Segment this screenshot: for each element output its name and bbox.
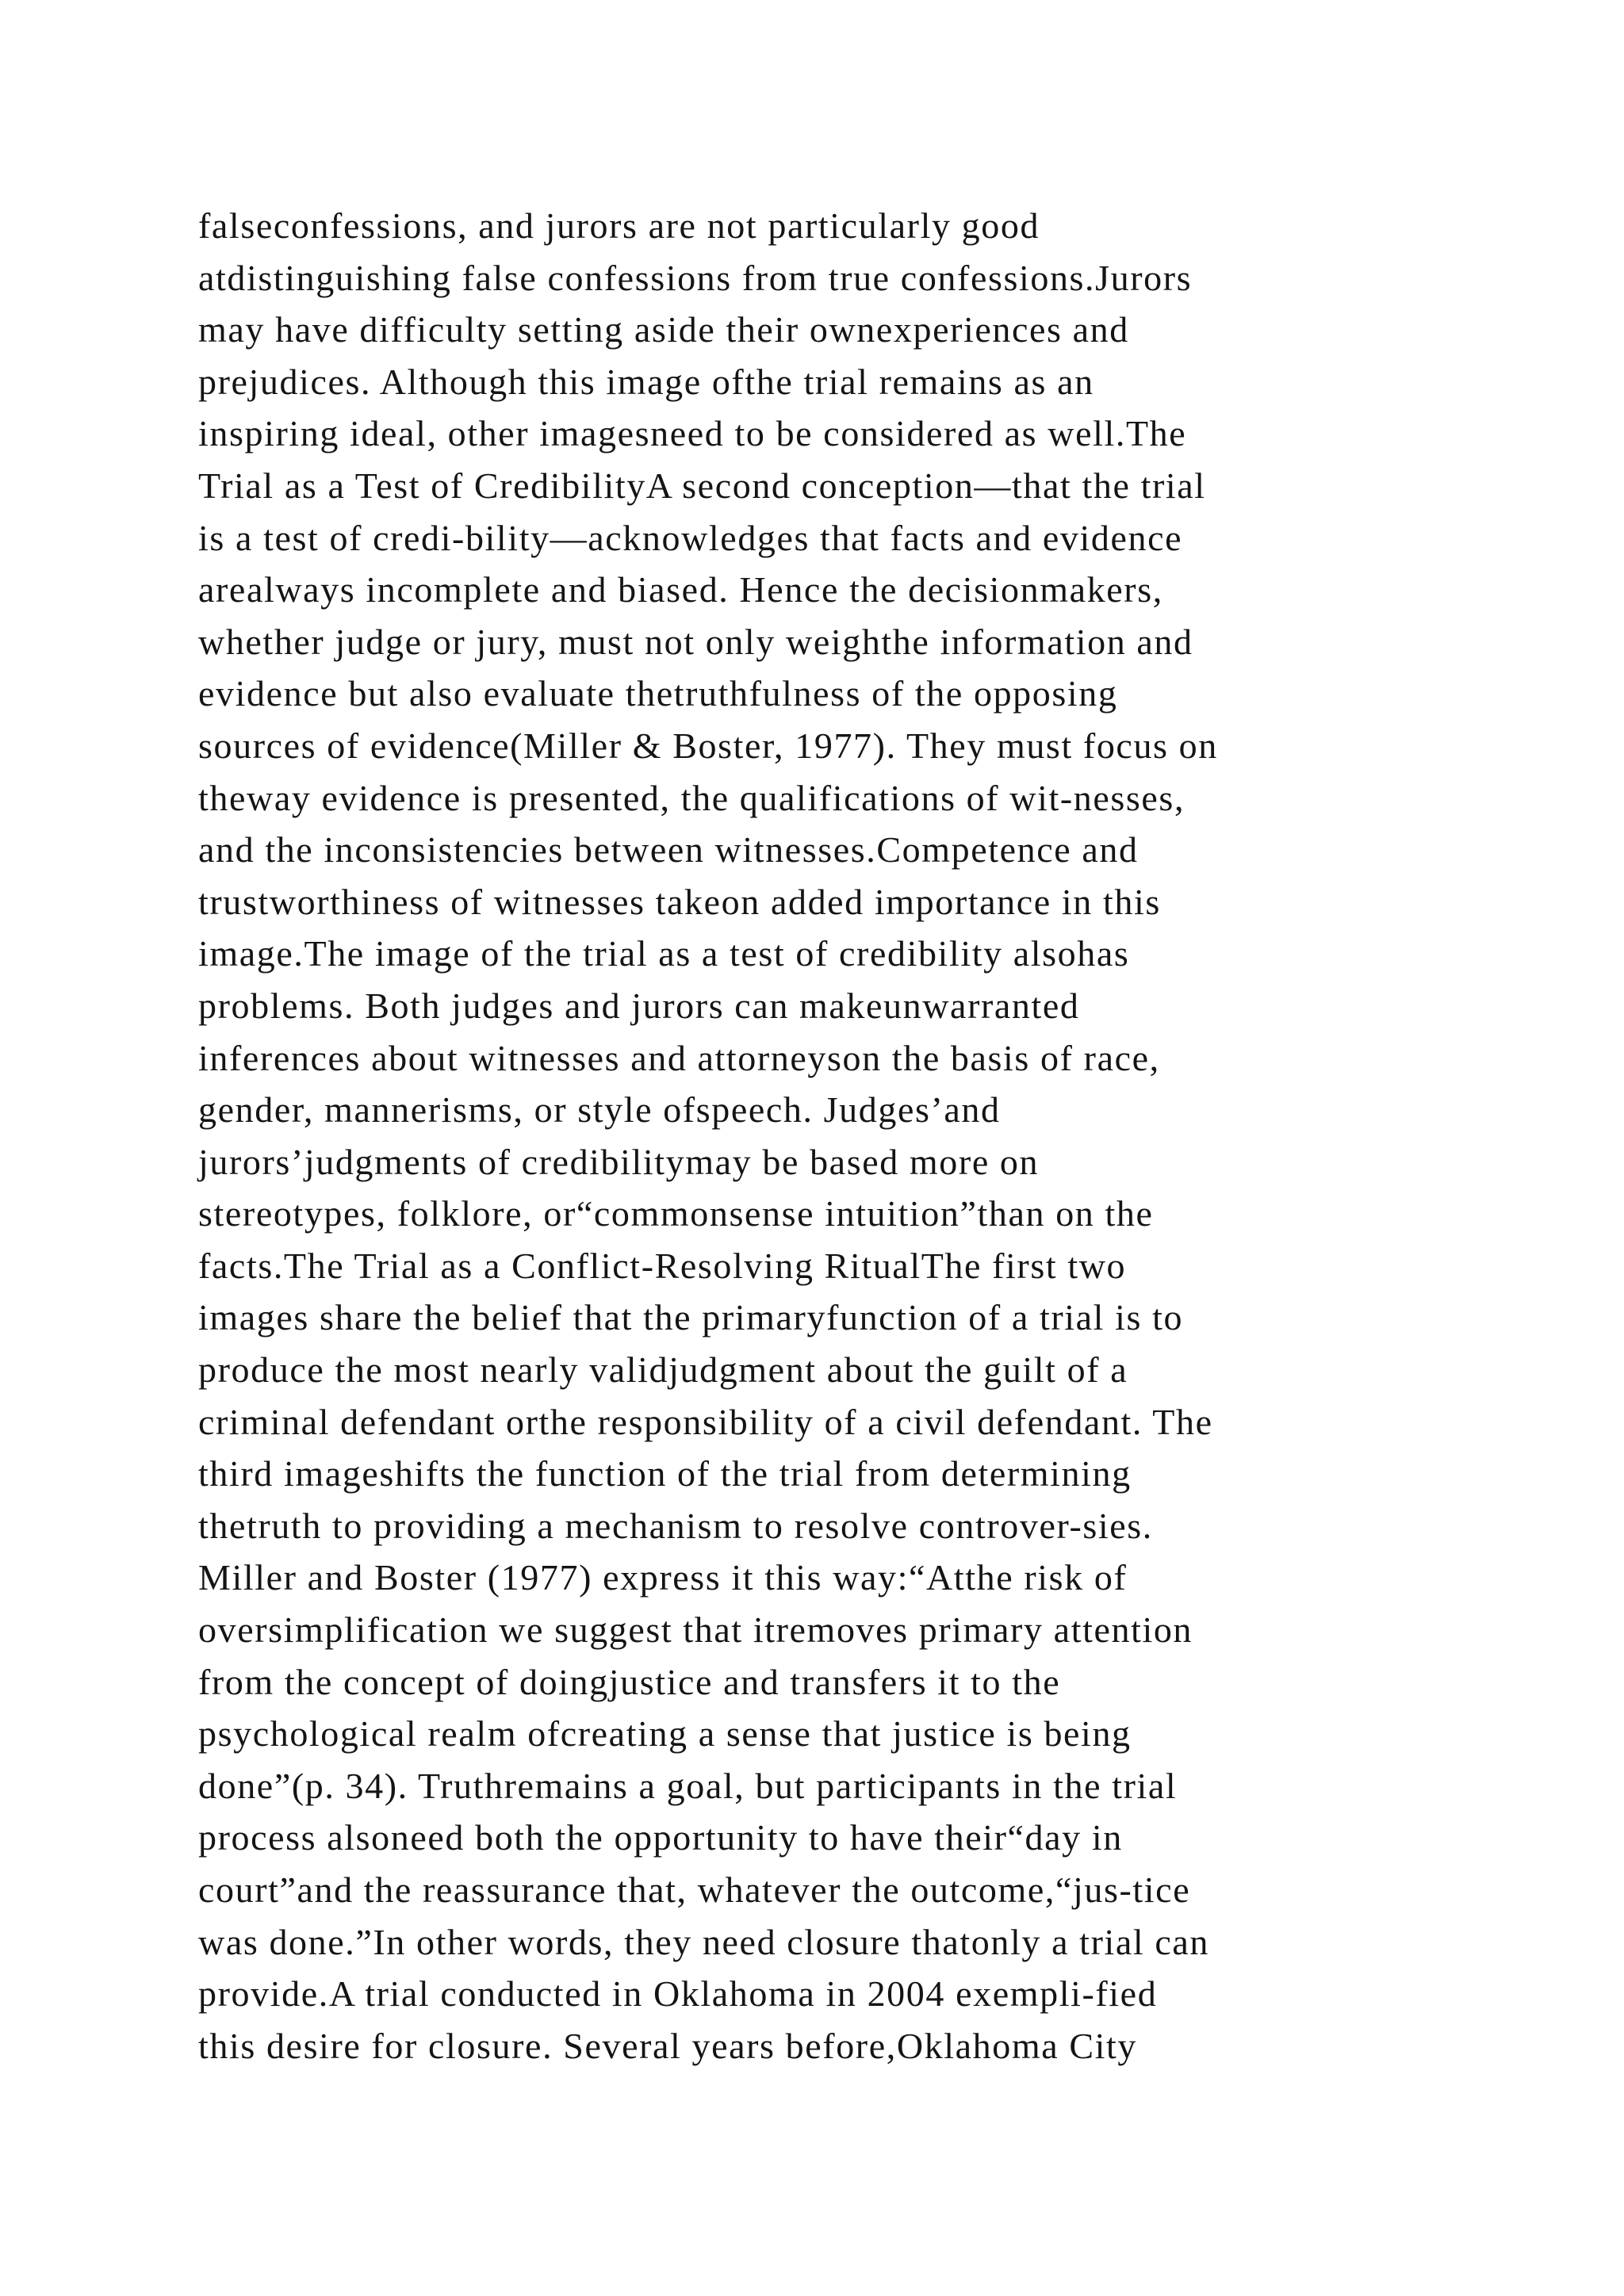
text-line: atdistinguishing false confessions from true confessions.Jurors [198,257,1193,298]
text-line: problems. Both judges and jurors can makeunwarranted [198,985,1080,1026]
text-line: Trial as a Test of CredibilityA second conception—that the trial [198,465,1206,506]
text-line: psychological realm ofcreating a sense that justice is being [198,1713,1132,1755]
text-line: done”(p. 34). Truthremains a goal, but participants in the trial [198,1765,1178,1806]
text-line: oversimplification we suggest that itremoves primary attention [198,1609,1193,1651]
body-text [198,200,1507,2072]
text-line: inspiring ideal, other imagesneed to be considered as well.The [198,413,1187,454]
text-line: third imageshifts the function of the trial from determining [198,1453,1132,1494]
text-line: was done.”In other words, they need closure thatonly a trial can [198,1921,1209,1962]
text-line: and the inconsistencies between witnesses.Competence and [198,829,1139,871]
text-line: provide.A trial conducted in Oklahoma in 2004 exempli-fied [198,1973,1158,2015]
text-line: jurors’judgments of credibilitymay be based more on [198,1141,1040,1182]
text-line: prejudices. Although this image ofthe trial remains as an [198,361,1094,402]
text-line: evidence but also evaluate thetruthfulness of the opposing [198,673,1118,714]
text-line: theway evidence is presented, the qualifications of wit-nesses, [198,777,1185,818]
text-line: may have difficulty setting aside their ownexperiences and [198,309,1129,350]
text-line: this desire for closure. Several years before,Oklahoma City [198,2025,1137,2066]
text-line: process alsoneed both the opportunity to have their“day in [198,1817,1123,1858]
text-line: images share the belief that the primaryfunction of a trial is to [198,1297,1184,1338]
text-line: facts.The Trial as a Conflict-Resolving RitualThe first two [198,1245,1127,1286]
text-line: arealways incomplete and biased. Hence the decisionmakers, [198,569,1163,610]
text-line: falseconfessions, and jurors are not particularly good [198,205,1040,246]
text-line: gender, mannerisms, or style ofspeech. Judges’and [198,1089,1001,1131]
text-line: is a test of credi-bility—acknowledges that facts and evidence [198,517,1183,558]
text-line: trustworthiness of witnesses takeon added importance in this [198,881,1161,922]
text-line: from the concept of doingjustice and transfers it to the [198,1661,1061,1702]
text-line: court”and the reassurance that, whatever the outcome,“jus-tice [198,1869,1191,1910]
text-line: thetruth to providing a mechanism to resolve controver-sies. [198,1505,1153,1546]
text-line: sources of evidence(Miller & Boster, 1977). They must focus on [198,725,1218,766]
text-line: criminal defendant orthe responsibility of a civil defendant. The [198,1401,1213,1442]
text-line: inferences about witnesses and attorneyson the basis of race, [198,1037,1160,1078]
text-line: image.The image of the trial as a test of credibility alsohas [198,933,1130,974]
text-line: stereotypes, folklore, or“commonsense intuition”than on the [198,1193,1154,1234]
text-line: Miller and Boster (1977) express it this way:“Atthe risk of [198,1557,1128,1598]
text-line: produce the most nearly validjudgment about the guilt of a [198,1349,1128,1391]
text-line: whether judge or jury, must not only weighthe information and [198,621,1193,662]
